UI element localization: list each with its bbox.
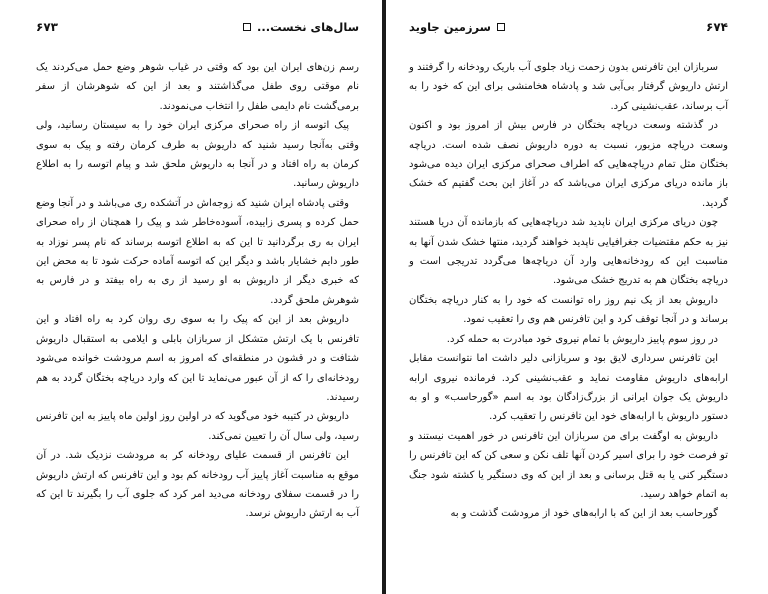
paragraph: سربازان این تافرنس بدون زحمت زیاد جلوی آب باریک رودخانه را گرفتند و ارتش داریوش گرفتار بی‌آبی شد و پادشاه هخامنشی برای این که خود را به آب برساند، عقب‌نشینی کرد. [409,62,728,112]
paragraph: گورحاسب بعد از این که با ارابه‌های خود از مرودشت گذشت و به [450,508,718,520]
right-title-wrap [409,20,505,34]
left-page [0,0,381,594]
right-running-head [409,18,728,36]
paragraph: چون دریای مرکزی ایران ناپدید شد دریاچه‌هایی که بازمانده آن دریا هستند نیز به حکم مقتضیات جغرافیایی ناپدید خواهند گردید، منتها خشک شدن آنها به مناسبت این که رودخانه‌هایی وارد آن دریاچه‌ها می‌گردد تدریجی است و دریاچه بختگان هم به تدریج خشک می‌شود. [409,217,728,287]
paragraph: رسم زن‌های ایران این بود که وقتی در غیاب شوهر وضع حمل می‌کردند یک نام موقتی روی طفل می‌گذاشتند و بعد از این که شوهرشان از سفر برمی‌گشت نام دایمی طفل را انتخاب می‌نمودند. [36,62,359,112]
left-title-wrap [243,20,359,34]
right-page [387,0,768,594]
square-ornament-icon [243,23,251,31]
paragraph: داریوش بعد از یک نیم روز راه توانست که خود را به کنار دریاچه بختگان برساند و در آنجا توقف کرد و این تافرنس هم وی را تعقیب نمود. [409,294,728,326]
paragraph: داریوش به اوگفت برای من سربازان این تافرنس در خور اهمیت نیستند و تو فرصت خود را برای اسیر کردن آنها تلف نکن و سعی کن که این تافرنس را دستگیر کنی یا به قتل برسانی و بعد از این که وی دستگیر یا کشته شود جنگ به اتمام خواهد رسید. [409,430,728,500]
paragraph: داریوش بعد از این که پیک را به سوی ری روان کرد به راه افتاد و این تافرنس با یک ارتش متشکل از سربازان بابلی و ایلامی به استقبال داریوش شتافت و در قشون در منطقه‌ای که امروز به اسم مرودشت خوانده می‌شود رودخانه‌ای را که از آن عبور می‌نماید تا این که وارد دریاچه بختگان گردد به هم رسیدند. [36,314,359,403]
right-running-title: سرزمین جاوید [409,20,491,34]
paragraph: وقتی پادشاه ایران شنید که زوجه‌اش در آتشکده ری می‌باشد و در آنجا وضع حمل کرده و پسری زاییده، آسوده‌خاطر شد و پیک را همچنان از راه صحرای ایران به ری برگردانید تا این که به اطلاع اتوسه برساند که نام پسر نوزاد به طور دایم خشایار باشد و دیگر این که اتوسه آماده حرکت شود تا به محض این که خبری دیگر از داریوش به او رسید از ری به راه بیفتد و در فارس به شوهرش ملحق گردد. [36,197,359,306]
paragraph: این تافرنس سرداری لایق بود و سربازانی دلیر داشت اما نتوانست مقابل ارابه‌های داریوش مقاومت نماید و عقب‌نشینی کرد. فرمانده نیروی ارابه داریوش یک جوان ایرانی از بزرگ‌زادگان بود به اسم «گورحاسب» و او به دستور داریوش با ارابه‌های خود این تافرنس را تعقیب کرد. [409,353,728,423]
square-ornament-icon [497,23,505,31]
right-page-number: ۶۷۴ [706,20,728,34]
paragraph: این تافرنس از قسمت علیای رودخانه کر به مرودشت نزدیک شد. در آن موقع به مناسبت آغاز پاییز آب رودخانه کم بود و این تافرنس که ارتش داریوش را در قسمت سفلای رودخانه می‌دید امر کرد که جلوی آب را بگیرند تا این که آب به ارتش داریوش نرسد. [36,450,359,520]
paragraph: داریوش در کتیبه خود می‌گوید که در اولین روز اولین ماه پاییز به این تافرنس رسید، ولی سال آن را تعیین نمی‌کند. [36,411,359,442]
left-page-number: ۶۷۳ [36,20,58,34]
left-running-title: سال‌های نخست... [256,20,359,34]
paragraph: پیک اتوسه از راه صحرای مرکزی ایران خود را به سیستان رسانید، ولی وقتی به‌آنجا رسید شنید که داریوش به طرف کرمان رفته و پیک به سوی کرمان به راه افتاد و در آنجا به داریوش ملحق شد و پیام اتوسه را به اطلاع داریوش رسانید. [36,120,359,190]
book-spine-divider [382,0,386,594]
paragraph: در گذشته وسعت دریاچه بختگان در فارس بیش از امروز بود و اکنون وسعت دریاچه مزبور، نسبت به دوره داریوش نصف شده است. دریاچه بختگان مثل تمام دریاچه‌هایی که اطراف صحرای مرکزی ایران دیده می‌شود باز مانده دریای مرکزی ایران می‌باشد که در آغاز این بحث گفتیم که خشک گردید. [409,120,728,209]
left-running-head [36,18,359,36]
paragraph: در روز سوم پاییز داریوش با تمام نیروی خود مبادرت به حمله کرد. [446,333,718,345]
